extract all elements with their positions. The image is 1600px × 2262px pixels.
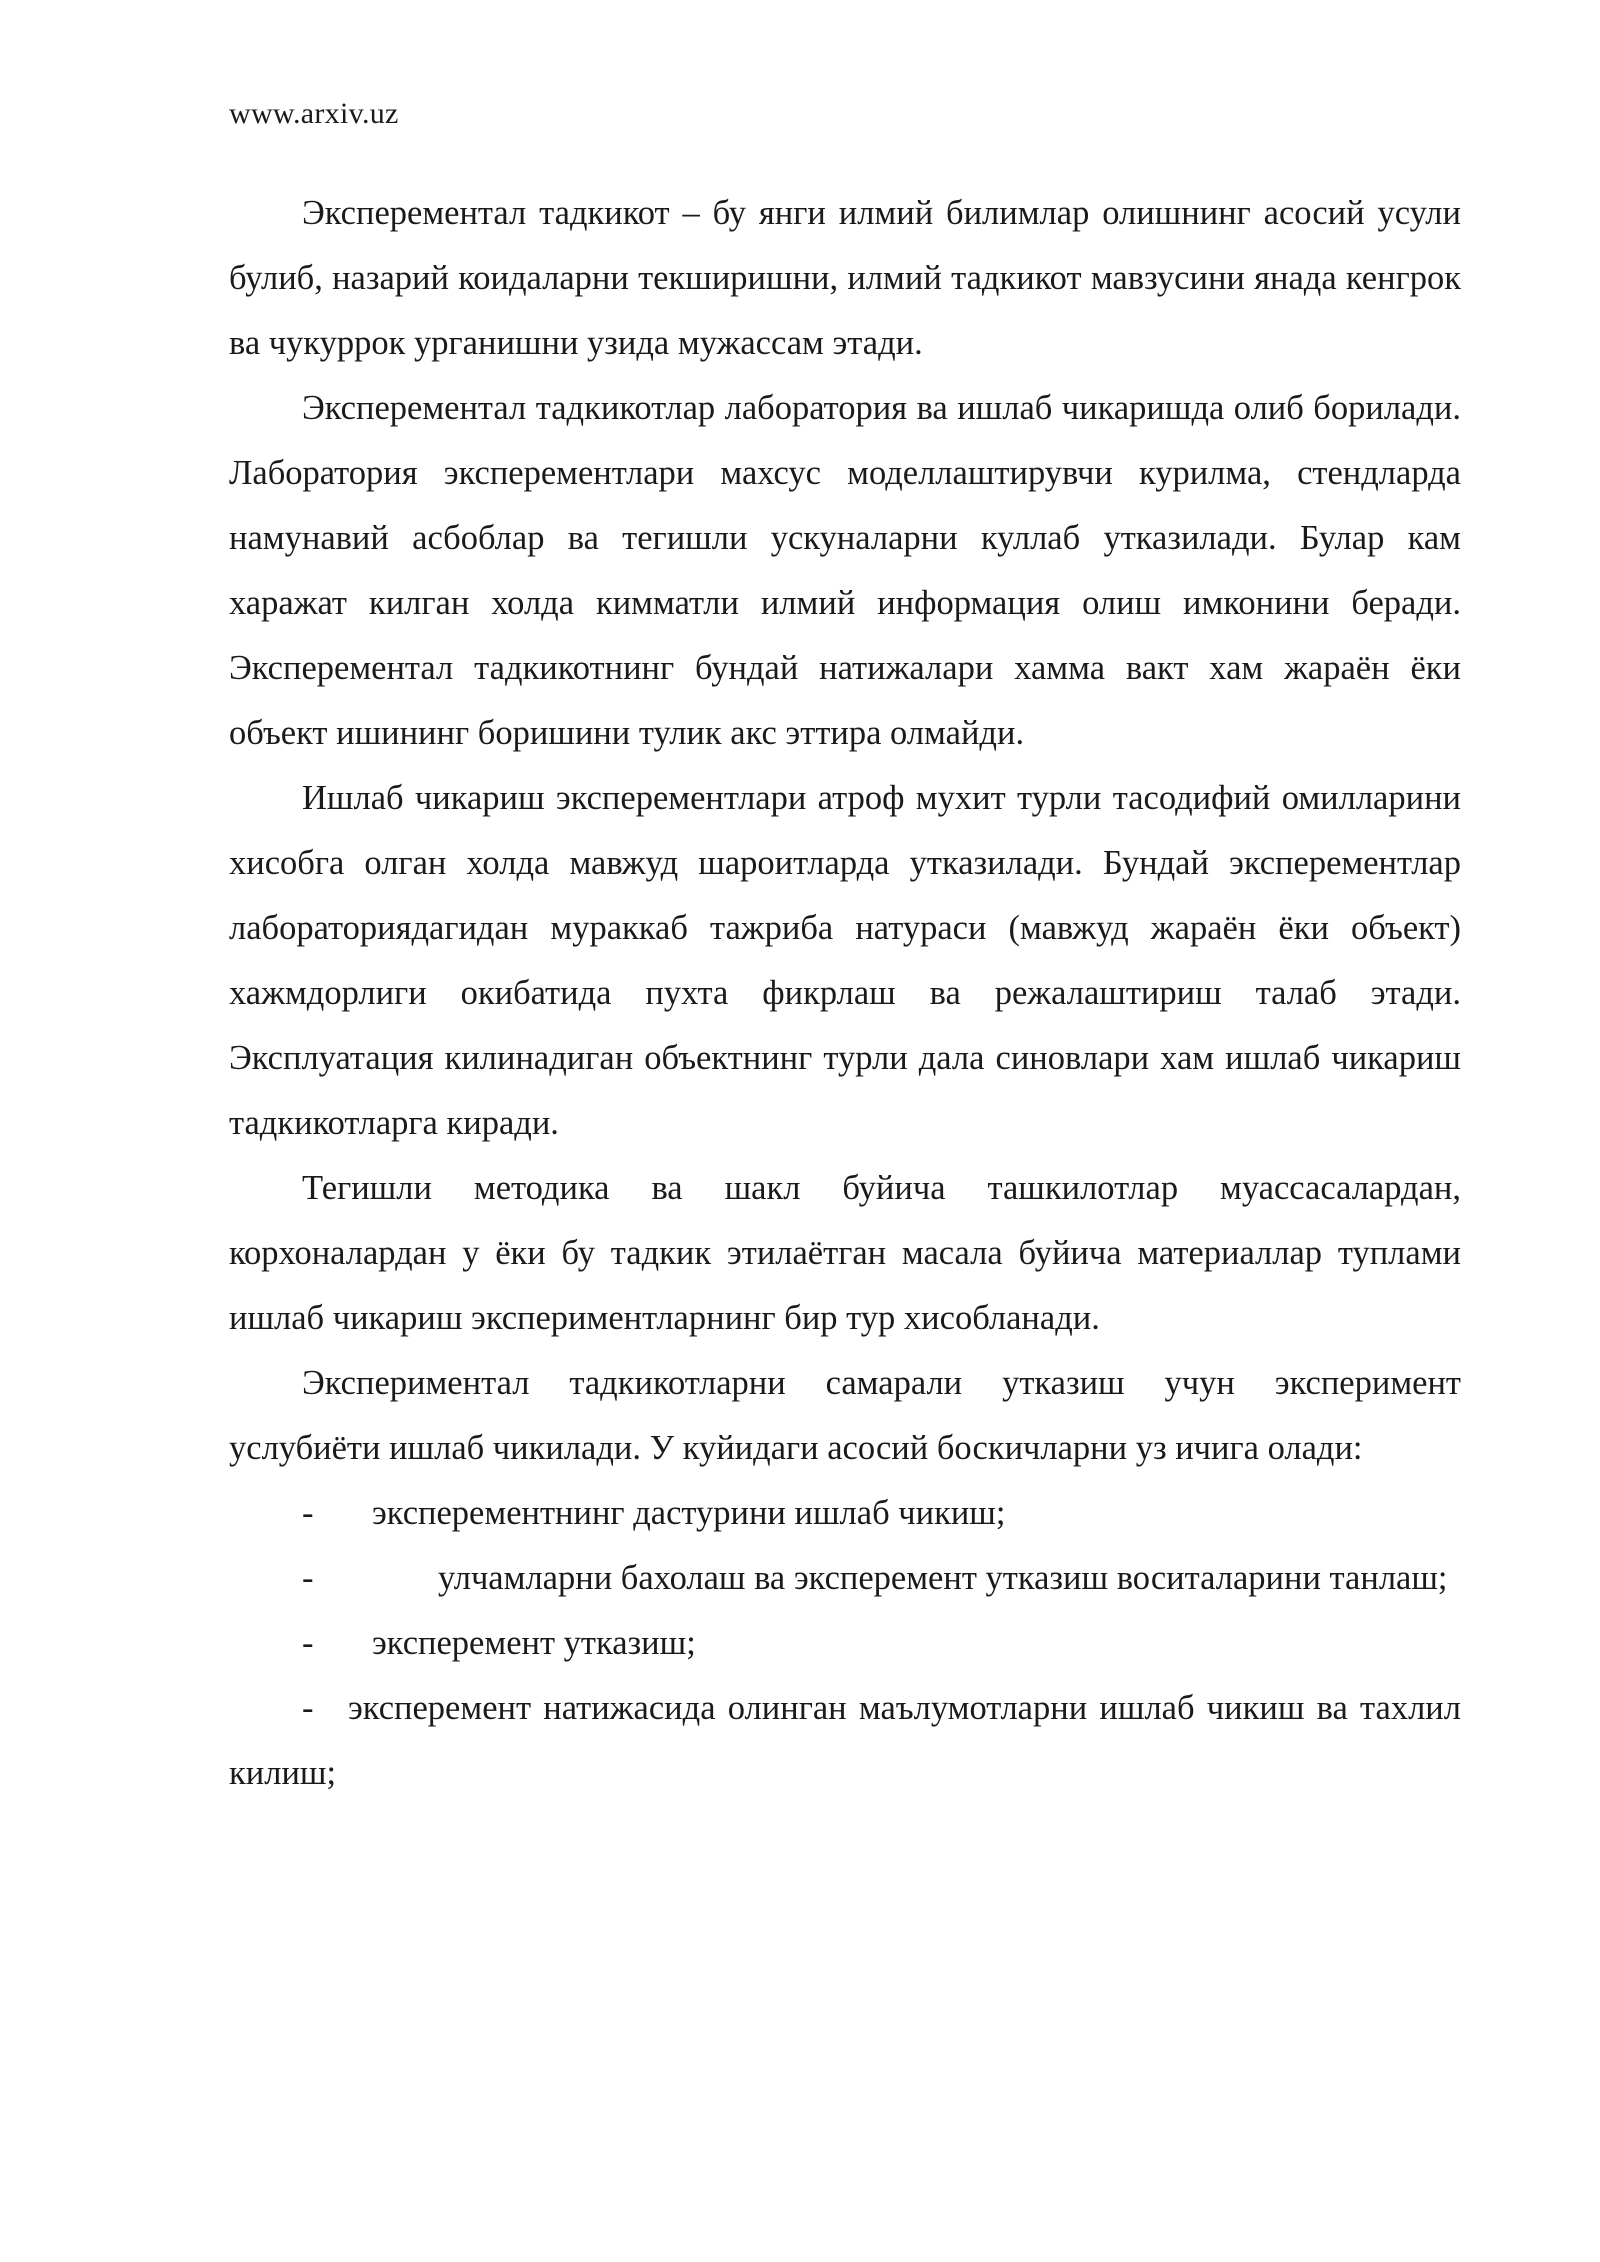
list-marker: - <box>302 1494 314 1532</box>
paragraph-5: Экспериментал тадкикотларни самарали утказиш учун эксперимент услубиёти ишлаб чикилади. У куйидаги асосий боскичларни уз ичига олади: <box>229 1364 1461 1467</box>
list-item <box>229 1611 1461 1676</box>
list-item <box>229 1481 1461 1546</box>
paragraph-2: Эксперементал тадкикотлар лаборатория ва ишлаб чикаришда олиб борилади. Лаборатория эксперементлари махсус моделлаштирувчи курилма, стендларда намунавий асбоблар ва тегишли ускуналарни куллаб утказилади. Булар кам харажат килган холда кимматли илмий информация олиш имконини беради. Эксперементал тадкикотнинг бундай натижалари хамма вакт хам жараён ёки объект ишининг боришини тулик акс эттира олмайди. <box>229 389 1461 752</box>
paragraph-4: Тегишли методика ва шакл буйича ташкилотлар муассасалардан, корхоналардан у ёки бу тадкик этилаётган масала буйича материаллар туплами ишлаб чикариш экспериментларнинг бир тур хисобланади. <box>229 1169 1461 1337</box>
list-item <box>229 1676 1461 1806</box>
steps-list <box>229 1481 1461 1806</box>
list-marker: - <box>302 1559 314 1597</box>
list-marker: - <box>302 1689 314 1727</box>
list-item-text: улчамларни бахолаш ва эксперемент утказиш воситаларини танлаш; <box>438 1559 1448 1597</box>
list-item <box>229 1546 1461 1611</box>
paragraph-3: Ишлаб чикариш эксперементлари атроф мухит турли тасодифий омилларини хисобга олган холда мавжуд шароитларда утказилади. Бундай эксперементлар лабораториядагидан мураккаб тажриба натураси (мавжуд жараён ёки объект) хажмдорлиги окибатида пухта фикрлаш ва режалаштириш талаб этади. Эксплуатация килинадиган объектнинг турли дала синовлари хам ишлаб чикариш тадкикотларга киради. <box>229 779 1461 1142</box>
document-body <box>229 181 1461 1806</box>
list-item-text: эксперемент натижасида олинган маълумотларни ишлаб чикиш ва тахлил килиш; <box>229 1689 1461 1792</box>
page-header-site: www.arxiv.uz <box>229 97 399 130</box>
list-item-text: эксперемент утказиш; <box>372 1624 696 1662</box>
list-marker: - <box>302 1624 314 1662</box>
list-item-text: эксперементнинг дастурини ишлаб чикиш; <box>372 1494 1006 1532</box>
paragraph-1: Эксперементал тадкикот – бу янги илмий билимлар олишнинг асосий усули булиб, назарий коидаларни текширишни, илмий тадкикот мавзусини янада кенгрок ва чукуррок урганишни узида мужассам этади. <box>229 194 1461 362</box>
